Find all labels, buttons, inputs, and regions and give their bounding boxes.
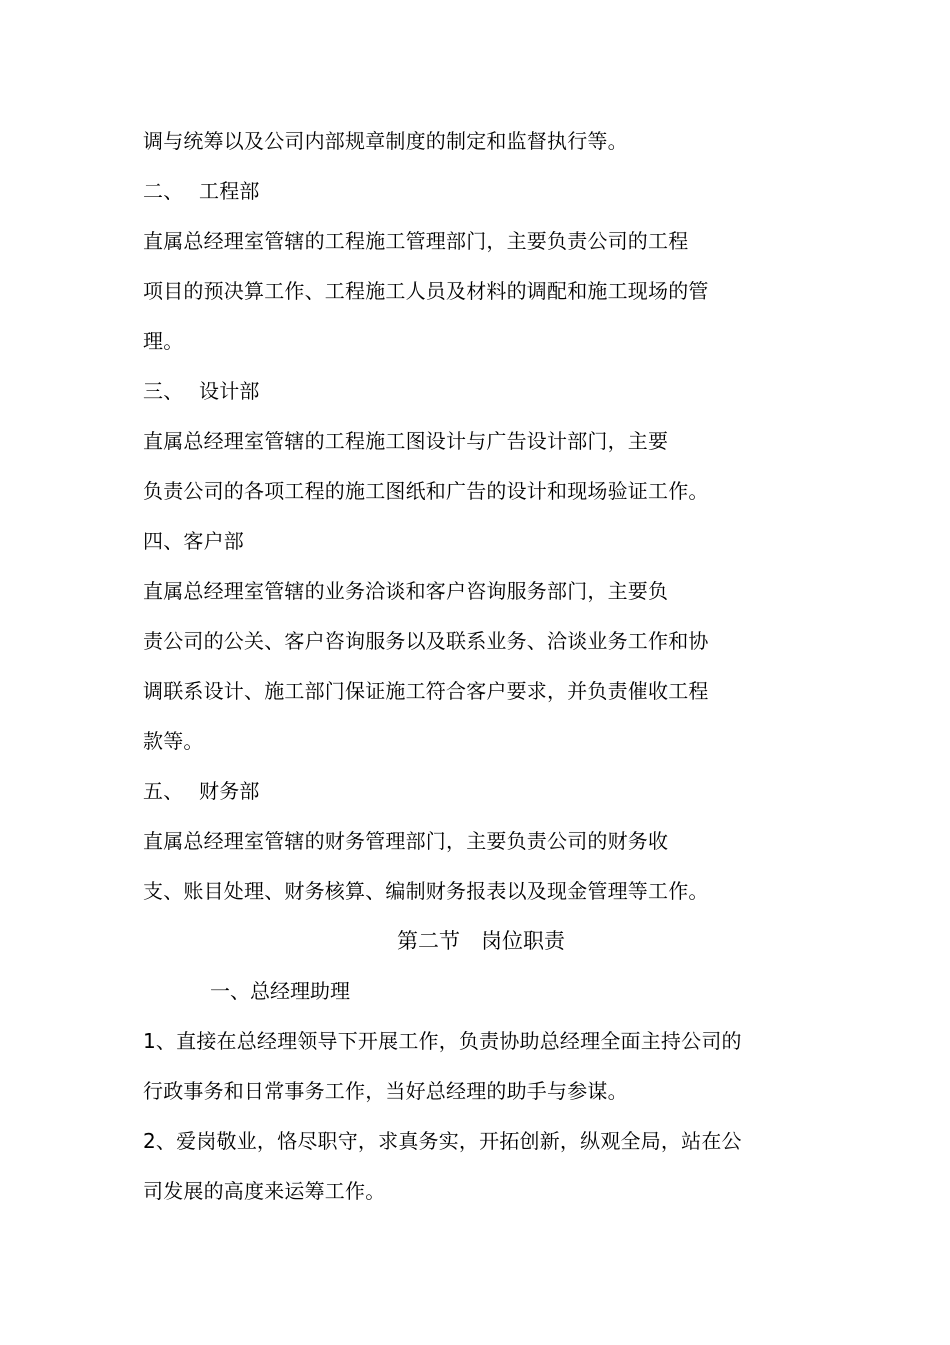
- sub-heading: 一、总经理助理: [210, 979, 350, 1003]
- paragraph-line: 司发展的高度来运筹工作。: [143, 1179, 386, 1203]
- paragraph-line: 2、爱岗敬业，恪尽职守，求真务实，开拓创新，纵观全局，站在公: [143, 1129, 742, 1153]
- paragraph-line: 调联系设计、施工部门保证施工符合客户要求，并负责催收工程: [143, 679, 709, 703]
- heading-label: 工程部: [199, 179, 260, 203]
- paragraph-line: 负责公司的各项工程的施工图纸和广告的设计和现场验证工作。: [143, 479, 709, 503]
- paragraph-line: 直属总经理室管辖的工程施工图设计与广告设计部门，主要: [143, 429, 669, 453]
- heading-engineering: [143, 177, 260, 205]
- paragraph-line: 支、账目处理、财务核算、编制财务报表以及现金管理等工作。: [143, 879, 709, 903]
- paragraph-line: 责公司的公关、客户咨询服务以及联系业务、洽谈业务工作和协: [143, 629, 709, 653]
- paragraph-line: 1、直接在总经理领导下开展工作，负责协助总经理全面主持公司的: [143, 1029, 742, 1053]
- heading-finance: [143, 777, 260, 805]
- paragraph-line: 调与统筹以及公司内部规章制度的制定和监督执行等。: [143, 129, 628, 153]
- paragraph-line: 项目的预决算工作、工程施工人员及材料的调配和施工现场的管: [143, 279, 709, 303]
- heading-label: 财务部: [199, 779, 260, 803]
- paragraph-line: 行政事务和日常事务工作，当好总经理的助手与参谋。: [143, 1079, 628, 1103]
- heading-number: 五、: [143, 779, 184, 803]
- paragraph-line: 直属总经理室管辖的工程施工管理部门，主要负责公司的工程: [143, 229, 689, 253]
- heading-customer: 四、客户部: [143, 529, 244, 553]
- paragraph-line: 直属总经理室管辖的财务管理部门，主要负责公司的财务收: [143, 829, 669, 853]
- heading-number: 二、: [143, 179, 184, 203]
- paragraph-line: 款等。: [143, 729, 204, 753]
- section-title: 第二节 岗位职责: [397, 929, 565, 953]
- heading-design: [143, 377, 260, 405]
- paragraph-line: 理。: [143, 329, 184, 353]
- heading-number: 三、: [143, 379, 184, 403]
- paragraph-line: 直属总经理室管辖的业务洽谈和客户咨询服务部门，主要负: [143, 579, 669, 603]
- heading-label: 设计部: [199, 379, 260, 403]
